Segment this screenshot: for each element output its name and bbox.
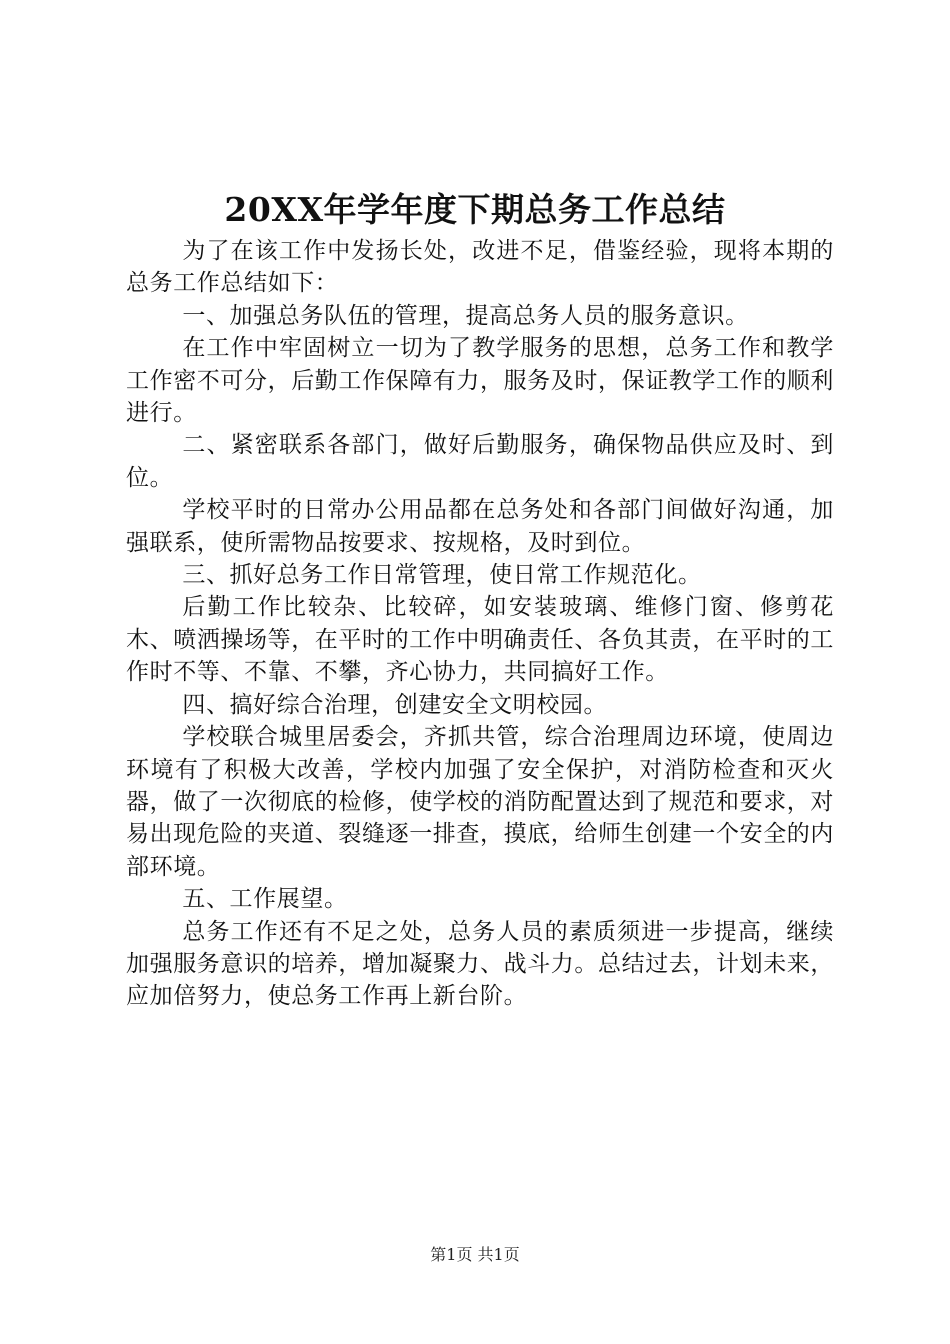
section-heading-5: 五、工作展望。 [182,886,348,913]
section-heading-4: 四、搞好综合治理，创建安全文明校园。 [182,691,608,718]
section-body-5: 总务工作还有不足之处，总务人员的素质须进一步提高，继续加强服务意识的培养，增加凝聚力、战斗力。总结过去，计划未来，应加倍努力，使总务工作再上新台阶。 [126,918,834,1010]
section-body-3: 后勤工作比较杂、比较碎，如安装玻璃、维修门窗、修剪花木、喷洒操场等，在平时的工作中明确责任、各负其责，在平时的工作时不等、不靠、不攀，齐心协力，共同搞好工作。 [126,594,834,686]
document-body [126,235,834,1013]
section-heading-2: 二、紧密联系各部门，做好后勤服务，确保物品供应及时、到位。 [126,432,834,491]
section-body-1: 在工作中牢固树立一切为了教学服务的思想，总务工作和教学工作密不可分，后勤工作保障有力，服务及时，保证教学工作的顺利进行。 [126,335,834,427]
section-body-4: 学校联合城里居委会，齐抓共管，综合治理周边环境，使周边环境有了积极大改善，学校内加强了安全保护，对消防检查和灭火器，做了一次彻底的检修，使学校的消防配置达到了规范和要求，对易出现危险的夹道、裂缝逐一排查，摸底，给师生创建一个安全的内部环境。 [126,724,834,880]
intro-paragraph: 为了在该工作中发扬长处，改进不足，借鉴经验，现将本期的总务工作总结如下： [126,238,834,297]
section-heading-1: 一、加强总务队伍的管理，提高总务人员的服务意识。 [182,302,749,329]
document-title: 20XX年学年度下期总务工作总结 [224,190,726,229]
section-heading-3: 三、抓好总务工作日常管理，使日常工作规范化。 [182,562,702,589]
page-number-footer: 第1页 共1页 [430,1245,520,1264]
section-body-2: 学校平时的日常办公用品都在总务处和各部门间做好沟通，加强联系，使所需物品按要求、按规格，及时到位。 [126,497,834,556]
